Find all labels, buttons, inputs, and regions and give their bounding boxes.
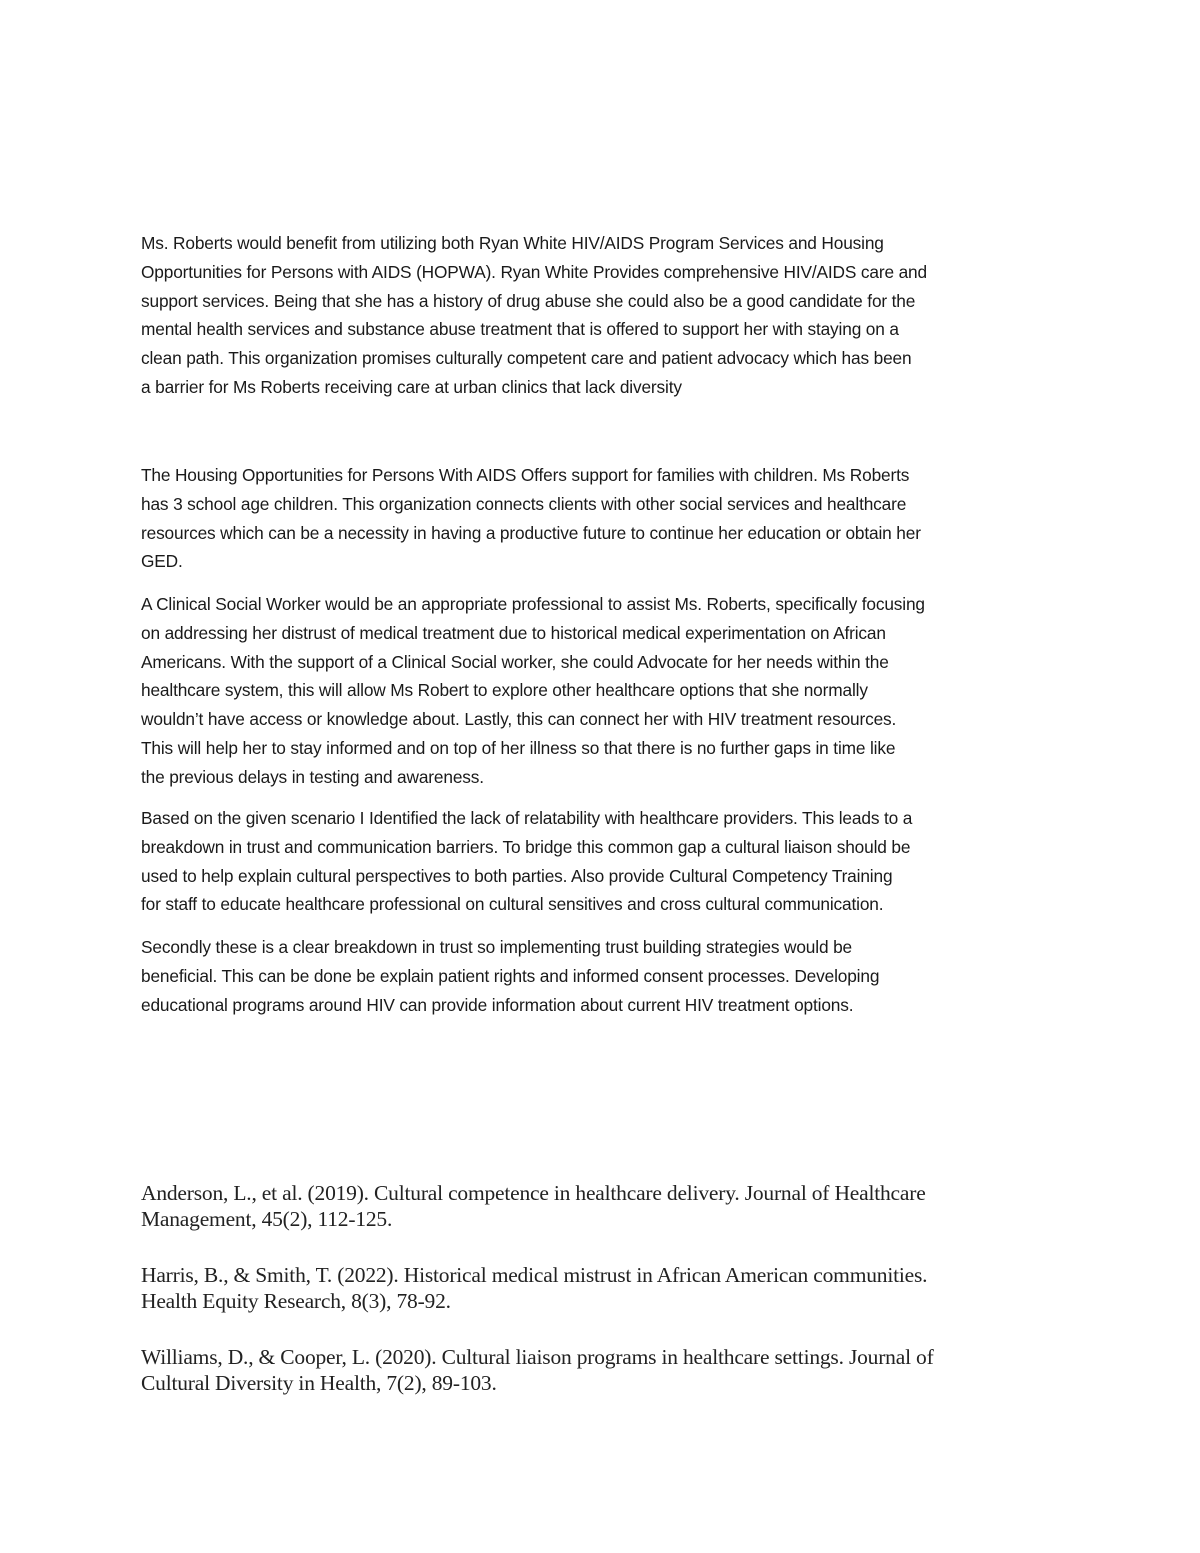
reference-williams: Williams, D., & Cooper, L. (2020). Cultural liaison programs in healthcare settings. Journal of Cultural Diversity in Health, 7(2), 89-103. (141, 1345, 934, 1395)
paragraph-trust-building: Secondly these is a clear breakdown in trust so implementing trust building strategies would be beneficial. This can be done be explain patient rights and informed consent processes. Developing educational programs around HIV can provide information about current HIV treatment options. (141, 937, 880, 1015)
reference-anderson: Anderson, L., et al. (2019). Cultural competence in healthcare delivery. Journal of Healthcare Management, 45(2), 112-125. (141, 1181, 926, 1231)
paragraph-hopwa-support: The Housing Opportunities for Persons With AIDS Offers support for families with children. Ms Roberts has 3 school age children. This organization connects clients with other social services and healthcare resources which can be a necessity in having a productive future to continue her education or obtain her GED. (141, 465, 921, 572)
reference-harris: Harris, B., & Smith, T. (2022). Historical medical mistrust in African American communities. Health Equity Research, 8(3), 78-92. (141, 1263, 928, 1313)
paragraph-clinical-social-worker: A Clinical Social Worker would be an appropriate professional to assist Ms. Roberts, specifically focusing on addressing her distrust of medical treatment due to historical medical experimentation on African Americans. With the support of a Clinical Social worker, she could Advocate for her needs within the healthcare system, this will allow Ms Robert to explore other healthcare options that she normally wouldn’t have access or knowledge about. Lastly, this can connect her with HIV treatment resources. This will help her to stay informed and on top of her illness so that there is no further gaps in time like the previous delays in testing and awareness. (141, 594, 925, 787)
paragraph-ryan-white-hopwa: Ms. Roberts would benefit from utilizing both Ryan White HIV/AIDS Program Services and Housing Opportunities for Persons with AIDS (HOPWA). Ryan White Provides comprehensive HIV/AIDS care and support services. Being that she has a history of drug abuse she could also be a good candidate for the mental health services and substance abuse treatment that is offered to support her with staying on a clean path. This organization promises culturally competent care and patient advocacy which has been a barrier for Ms Roberts receiving care at urban clinics that lack diversity (141, 233, 927, 397)
paragraph-cultural-liaison: Based on the given scenario I Identified the lack of relatability with healthcare providers. This leads to a breakdown in trust and communication barriers. To bridge this common gap a cultural liaison should be used to help explain cultural perspectives to both parties. Also provide Cultural Competency Training for staff to educate healthcare professional on cultural sensitives and cross cultural communication. (141, 808, 913, 915)
